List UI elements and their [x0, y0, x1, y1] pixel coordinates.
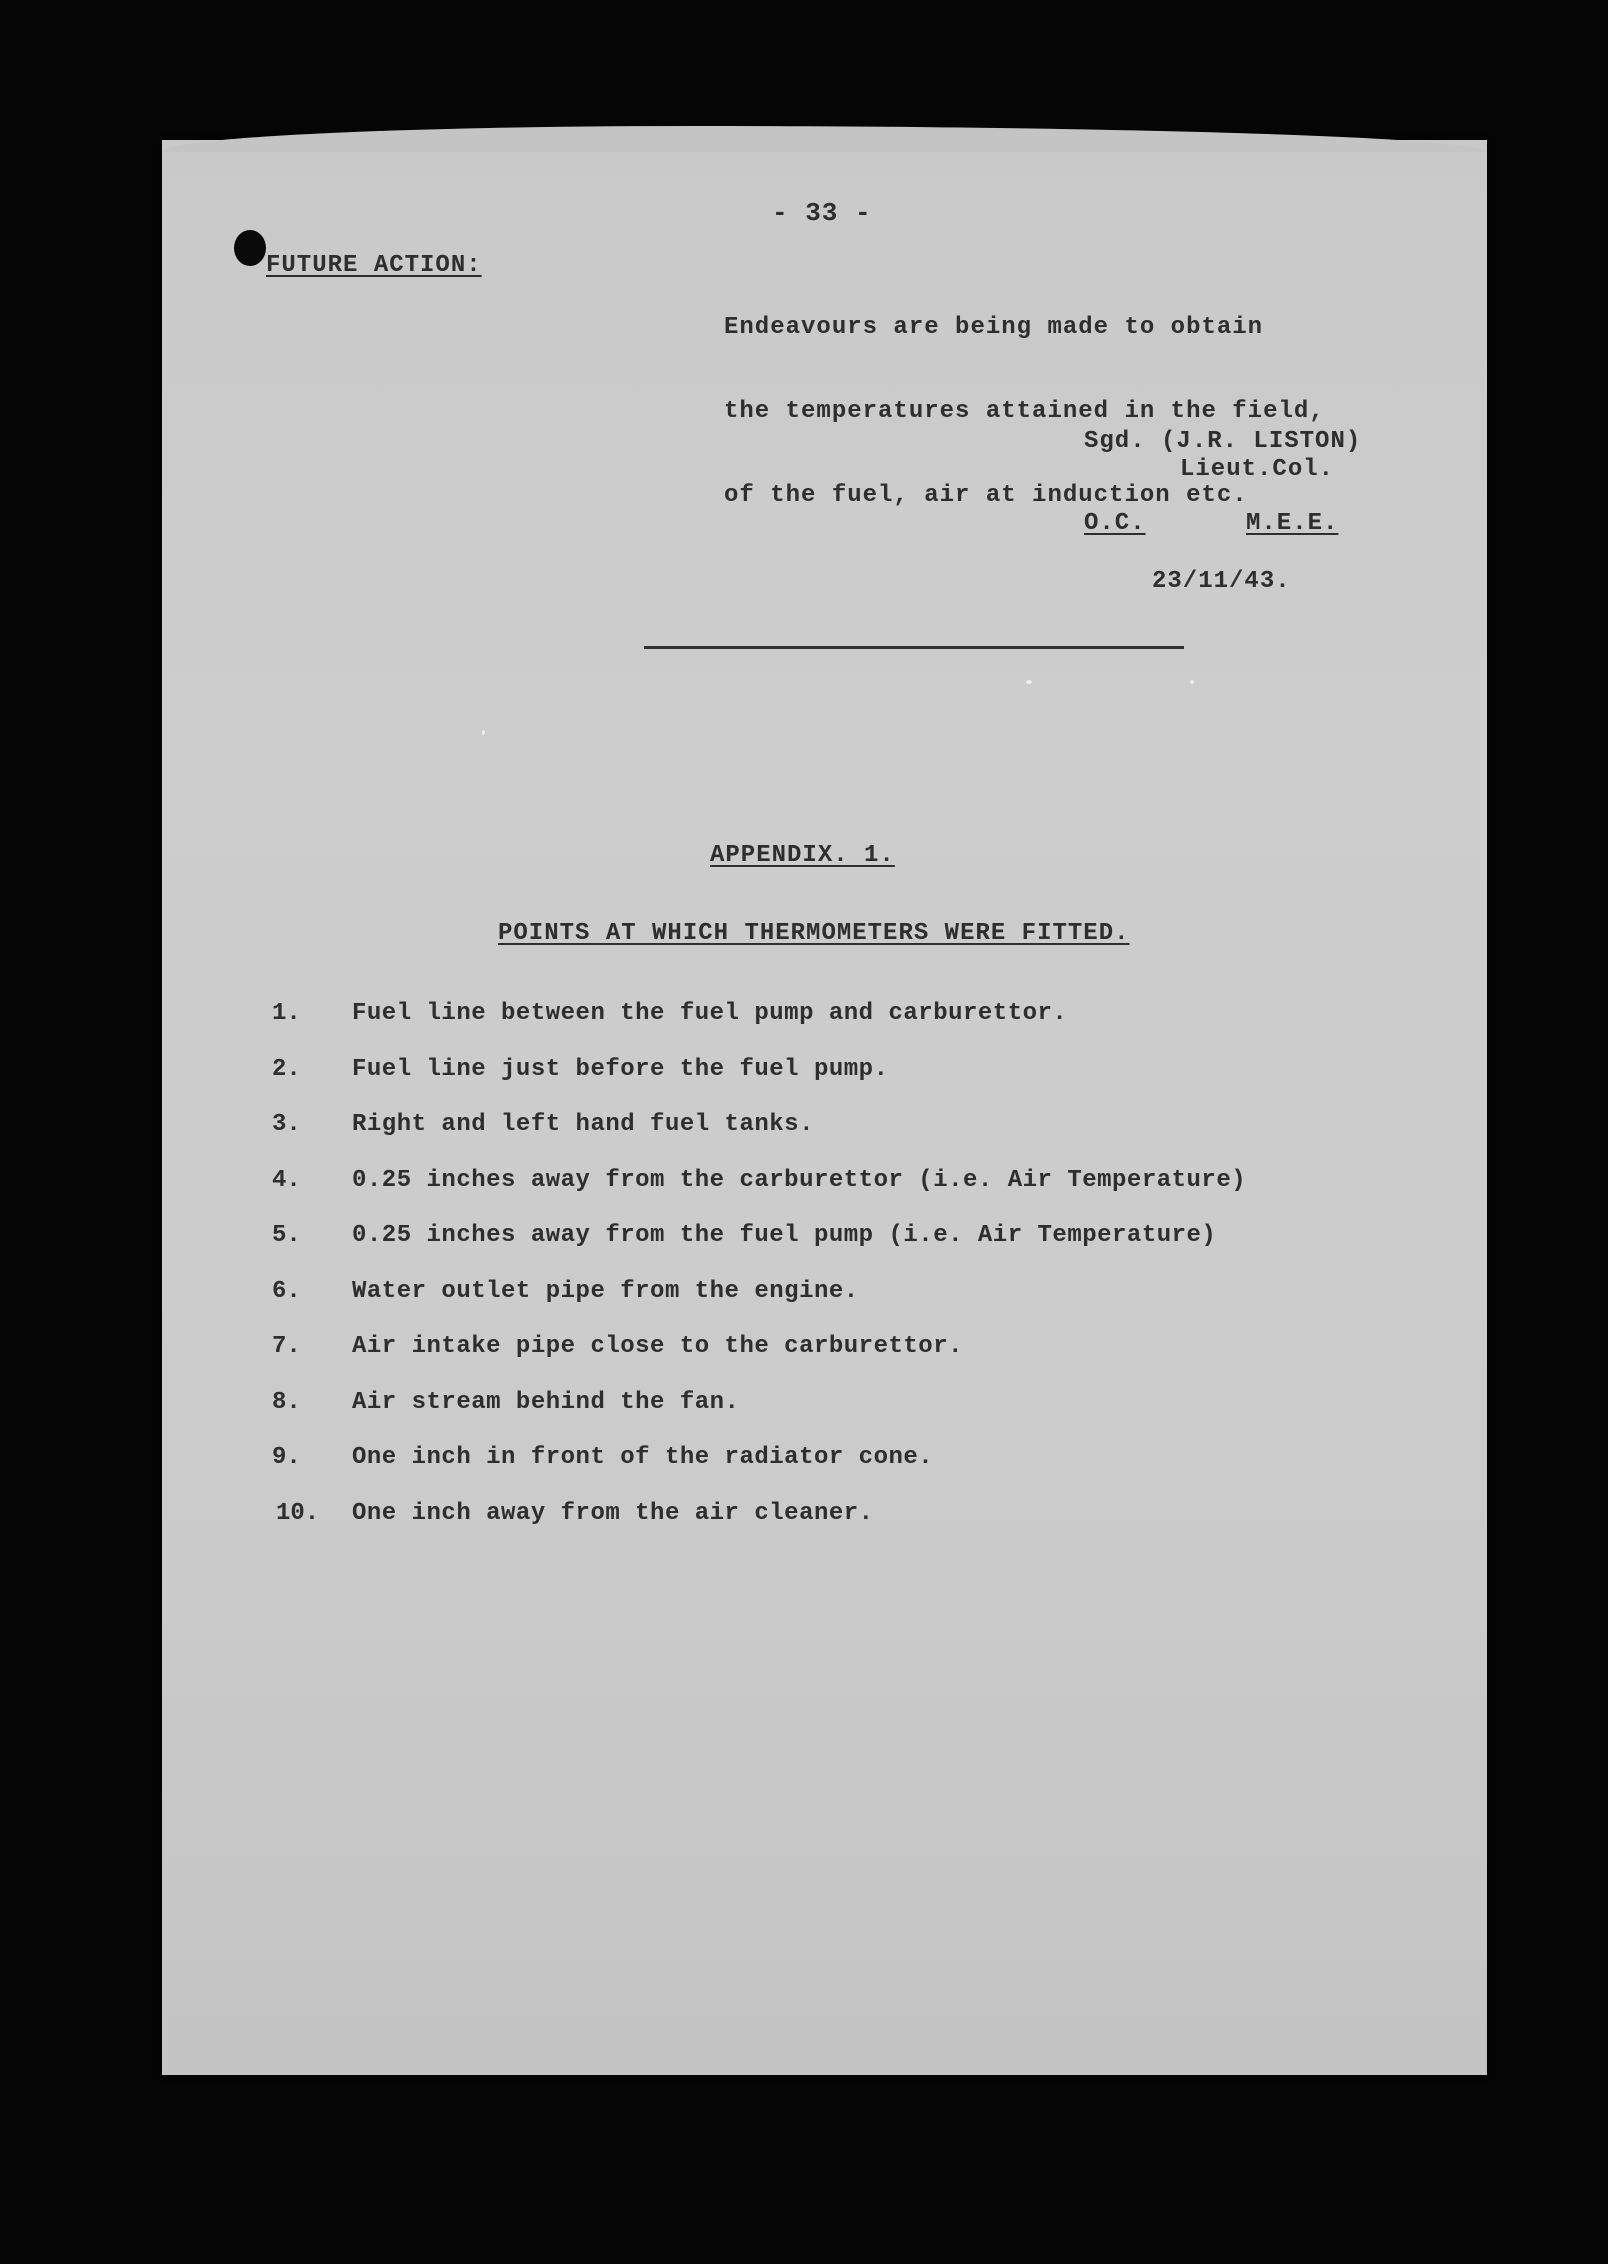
appendix-subtitle: POINTS AT WHICH THERMOMETERS WERE FITTED.	[498, 920, 1130, 947]
list-item-number: 7.	[272, 1333, 301, 1360]
list-item-number: 3.	[272, 1111, 301, 1138]
list-item-number: 10.	[276, 1500, 320, 1527]
future-action-line: Endeavours are being made to obtain	[724, 314, 1264, 341]
signature-unit: M.E.E.	[1246, 510, 1339, 537]
list-item-text: Fuel line just before the fuel pump.	[352, 1056, 889, 1083]
future-action-text	[724, 258, 1325, 566]
list-item-number: 8.	[272, 1389, 301, 1416]
paper-speck	[1190, 680, 1194, 684]
list-item-number: 4.	[272, 1167, 301, 1194]
signature-oc: O.C.	[1084, 510, 1146, 537]
future-action-line: the temperatures attained in the field,	[724, 398, 1325, 425]
list-item-text: One inch away from the air cleaner.	[352, 1500, 874, 1527]
document-page	[162, 140, 1487, 2075]
page-number: - 33 -	[772, 198, 872, 228]
list-item-number: 1.	[272, 1000, 301, 1027]
signature-rank: Lieut.Col.	[1180, 456, 1335, 483]
punch-hole	[234, 230, 266, 266]
paper-speck	[482, 730, 485, 735]
list-item-text: Right and left hand fuel tanks.	[352, 1111, 814, 1138]
list-item-number: 9.	[272, 1444, 301, 1471]
future-action-label: FUTURE ACTION:	[266, 252, 482, 279]
signature-date: 23/11/43.	[1152, 568, 1291, 595]
future-action-line: of the fuel, air at induction etc.	[724, 482, 1248, 509]
list-item-text: Fuel line between the fuel pump and carburettor.	[352, 1000, 1068, 1027]
list-item-text: 0.25 inches away from the fuel pump (i.e. Air Temperature)	[352, 1222, 1217, 1249]
paper-speck	[1026, 680, 1032, 684]
list-item-text: Water outlet pipe from the engine.	[352, 1278, 859, 1305]
appendix-title: APPENDIX. 1.	[710, 842, 895, 869]
list-item-text: One inch in front of the radiator cone.	[352, 1444, 934, 1471]
list-item-text: Air intake pipe close to the carburettor.	[352, 1333, 963, 1360]
list-item-number: 6.	[272, 1278, 301, 1305]
list-item-text: 0.25 inches away from the carburettor (i.e. Air Temperature)	[352, 1167, 1247, 1194]
list-item-number: 2.	[272, 1056, 301, 1083]
list-item-text: Air stream behind the fan.	[352, 1389, 740, 1416]
list-item-number: 5.	[272, 1222, 301, 1249]
section-divider	[644, 646, 1184, 649]
signature-name: Sgd. (J.R. LISTON)	[1084, 428, 1362, 455]
